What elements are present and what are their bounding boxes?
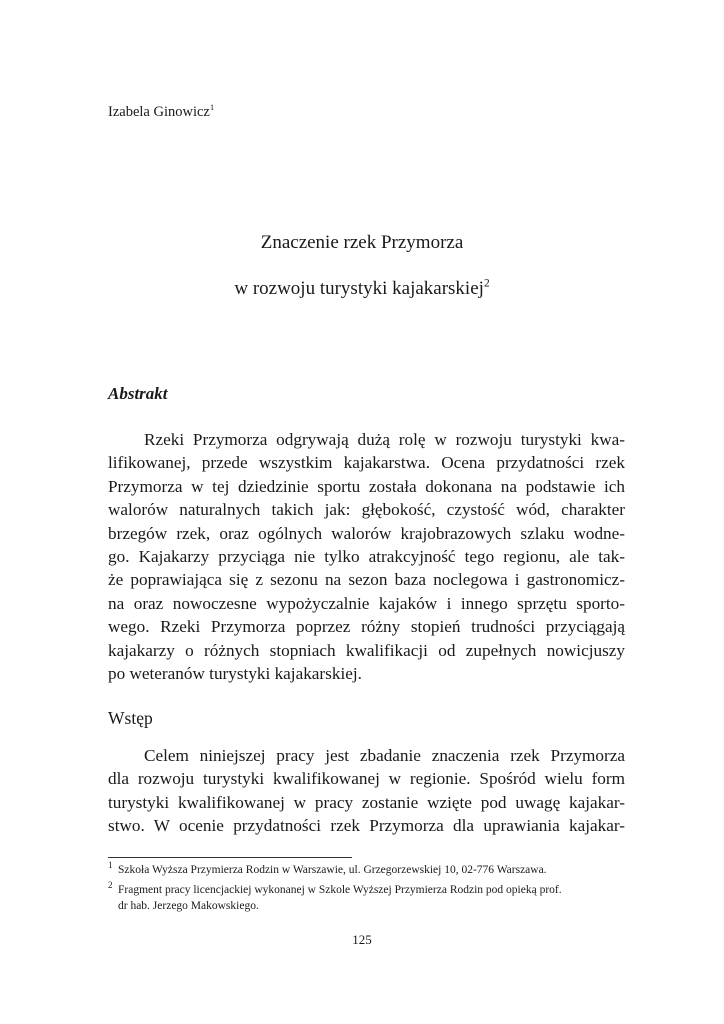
title-footnote-mark: 2	[483, 277, 490, 290]
footnote-text-continued: dr hab. Jerzego Makowskiego.	[118, 900, 259, 912]
abstract-line: go. Kajakarzy przyciąga nie tylko atrakcyjność tego regionu, ale tak-	[108, 547, 625, 567]
introduction-paragraph	[108, 744, 625, 838]
abstract-line: brzegów rzek, oraz ogólnych walorów krajobrazowych szlaku wodne-	[108, 523, 625, 543]
abstract-line: lifikowanej, przede wszystkim kajakarstwa. Ocena przydatności rzek	[108, 453, 625, 473]
abstract-line: walorów naturalnych takich jak: głębokość, czystość wód, charakter	[108, 500, 625, 520]
footnote-text: Szkoła Wyższa Przymierza Rodzin w Warszawie, ul. Grzegorzewskiej 10, 02-776 Warszawa.	[118, 864, 547, 876]
footnote-separator	[108, 857, 352, 858]
abstract-line: na oraz nowoczesne wypożyczalnie kajaków i innego sprzętu sporto-	[108, 593, 625, 613]
abstract-paragraph	[108, 428, 625, 685]
abstract-line: że poprawiająca się z sezonu na sezon baza noclegowa i gastronomicz-	[108, 570, 625, 590]
abstract-line: po weteranów turystyki kajakarskiej.	[108, 664, 362, 684]
abstract-line: wego. Rzeki Przymorza poprzez różny stopień trudności przyciągają	[108, 617, 625, 637]
author-line	[108, 104, 214, 121]
page-number: 125	[352, 932, 372, 947]
author-name: Izabela Ginowicz	[108, 104, 210, 120]
abstract-line: kajakarzy o różnych stopniach kwalifikacji od zupełnych nowicjuszy	[108, 640, 625, 660]
abstract-line: Przymorza w tej dziedzinie sportu została dokonana na podstawie ich	[108, 476, 625, 496]
footnote-1: 1 Szkoła Wyższa Przymierza Rodzin w Warszawie, ul. Grzegorzewskiej 10, 02-776 Warszawa.	[108, 860, 547, 876]
paper-title-text: w rozwoju turystyki kajakarskiej	[234, 278, 484, 299]
abstract-heading: Abstrakt	[108, 384, 168, 403]
footnote-text: Fragment pracy licencjackiej wykonanej w Szkole Wyższej Przymierza Rodzin pod opieką prof.	[118, 884, 562, 896]
introduction-line: turystyki kwalifikowanej w pracy zostanie wzięte pod uwagę kajakar-	[108, 792, 625, 812]
author-footnote-mark: 1	[209, 102, 215, 113]
paper-title-line-2	[0, 278, 724, 300]
paper-title-line-1: Znaczenie rzek Przymorza	[260, 232, 464, 253]
introduction-line: dla rozwoju turystyki kwalifikowanej w regionie. Spośród wielu form	[108, 769, 625, 789]
abstract-line: Rzeki Przymorza odgrywają dużą rolę w rozwoju turystyki kwa-	[144, 430, 625, 449]
introduction-line: stwo. W ocenie przydatności rzek Przymorza dla uprawiania kajakar-	[108, 816, 625, 836]
introduction-line: Celem niniejszej pracy jest zbadanie znaczenia rzek Przymorza	[144, 746, 625, 765]
footnote-2: 2 Fragment pracy licencjackiej wykonanej w Szkole Wyższej Przymierza Rodzin pod opieką prof. dr hab. Jerzego Makowskiego.	[108, 882, 625, 914]
section-heading-introduction: Wstęp	[108, 708, 153, 728]
